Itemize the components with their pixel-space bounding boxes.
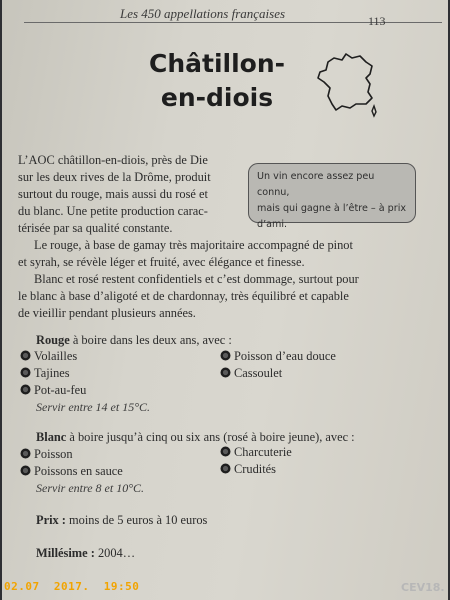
- price-value: moins de 5 euros à 10 euros: [65, 513, 208, 527]
- page-number: 113: [368, 14, 386, 28]
- pairing-item: [220, 444, 292, 461]
- pairing-item: [220, 461, 276, 478]
- dish-icon: [20, 350, 31, 361]
- vintage-value: 2004…: [94, 546, 136, 560]
- title-line-1: Châtillon-: [148, 49, 286, 78]
- pairing-item: [20, 365, 70, 382]
- france-map-icon: [312, 48, 384, 120]
- dish-icon: [220, 367, 231, 378]
- dish-icon: [20, 367, 31, 378]
- blanc-serving-temp: Servir entre 8 et 10°C.: [36, 481, 144, 495]
- callout-line: Un vin encore assez peu connu,: [257, 171, 375, 198]
- intro-line: térisée par sa qualité constante.: [18, 221, 173, 235]
- body-line: le blanc à base d’aligoté et de chardonnay, très équilibré et capable: [18, 289, 349, 303]
- camera-watermark: CEV18.: [401, 581, 445, 594]
- rouge-serving-temp: Servir entre 14 et 15°C.: [36, 400, 150, 414]
- pairing-item-label: Poisson: [34, 447, 73, 461]
- price-line: [36, 513, 207, 528]
- pairing-item-label: Poissons en sauce: [34, 464, 123, 478]
- pairing-item-label: Pot-au-feu: [34, 383, 87, 397]
- callout-line: mais qui gagne à l’être – à prix: [257, 203, 407, 214]
- title-line-2: en-diois: [160, 83, 274, 112]
- body-line: et syrah, se révèle léger et fruité, avec élégance et finesse.: [18, 255, 305, 269]
- rouge-heading: [36, 333, 232, 348]
- pairing-item-label: Tajines: [34, 366, 70, 380]
- pairing-item-label: Volailles: [34, 349, 78, 363]
- book-page: [2, 0, 448, 600]
- pairing-item: [220, 348, 336, 365]
- price-label: Prix :: [36, 513, 66, 527]
- dish-icon: [20, 448, 31, 459]
- running-title: Les 450 appellations françaises: [120, 6, 286, 21]
- pairing-item-label: Crudités: [234, 462, 276, 476]
- dish-icon: [220, 446, 231, 457]
- callout-line: d’ami.: [257, 219, 288, 230]
- dish-icon: [220, 350, 231, 361]
- pairing-item-label: Charcuterie: [234, 445, 292, 459]
- intro-line: surtout du rouge, mais aussi du rosé et: [18, 187, 208, 201]
- blanc-rose-paragraph: [18, 271, 438, 322]
- body-line: Blanc et rosé restent confidentiels et c’est dommage, surtout pour: [34, 272, 359, 286]
- rouge-paragraph: [18, 237, 438, 271]
- vintage-label: Millésime :: [36, 546, 95, 560]
- body-line: Le rouge, à base de gamay très majoritaire accompagné de pinot: [34, 238, 353, 252]
- intro-line: sur les deux rives de la Drôme, produit: [18, 170, 211, 184]
- pairing-item: [20, 463, 123, 480]
- pairing-item: [20, 446, 73, 463]
- intro-line: du blanc. Une petite production carac-: [18, 204, 208, 218]
- blanc-rest: à boire jusqu’à cinq ou six ans (rosé à boire jeune), avec :: [66, 430, 355, 444]
- pairing-item: [20, 348, 77, 365]
- callout-box: [248, 163, 416, 230]
- dish-icon: [20, 384, 31, 395]
- blanc-heading: [36, 430, 355, 445]
- rouge-rest: à boire dans les deux ans, avec :: [69, 333, 232, 347]
- rouge-label: Rouge: [36, 333, 70, 347]
- pairing-item: [20, 382, 86, 399]
- intro-line: L’AOC châtillon-en-diois, près de Die: [18, 153, 208, 167]
- vintage-line: [36, 546, 135, 561]
- pairing-item-label: Cassoulet: [234, 366, 283, 380]
- camera-timestamp: 02.07 2017. 19:50: [4, 580, 140, 593]
- pairing-item-label: Poisson d’eau douce: [234, 349, 336, 363]
- page-title: [122, 47, 312, 115]
- dish-icon: [220, 463, 231, 474]
- pairing-item: [220, 365, 282, 382]
- blanc-label: Blanc: [36, 430, 67, 444]
- dish-icon: [20, 465, 31, 476]
- intro-paragraph: [18, 152, 254, 237]
- body-line: de vieillir pendant plusieurs années.: [18, 306, 196, 320]
